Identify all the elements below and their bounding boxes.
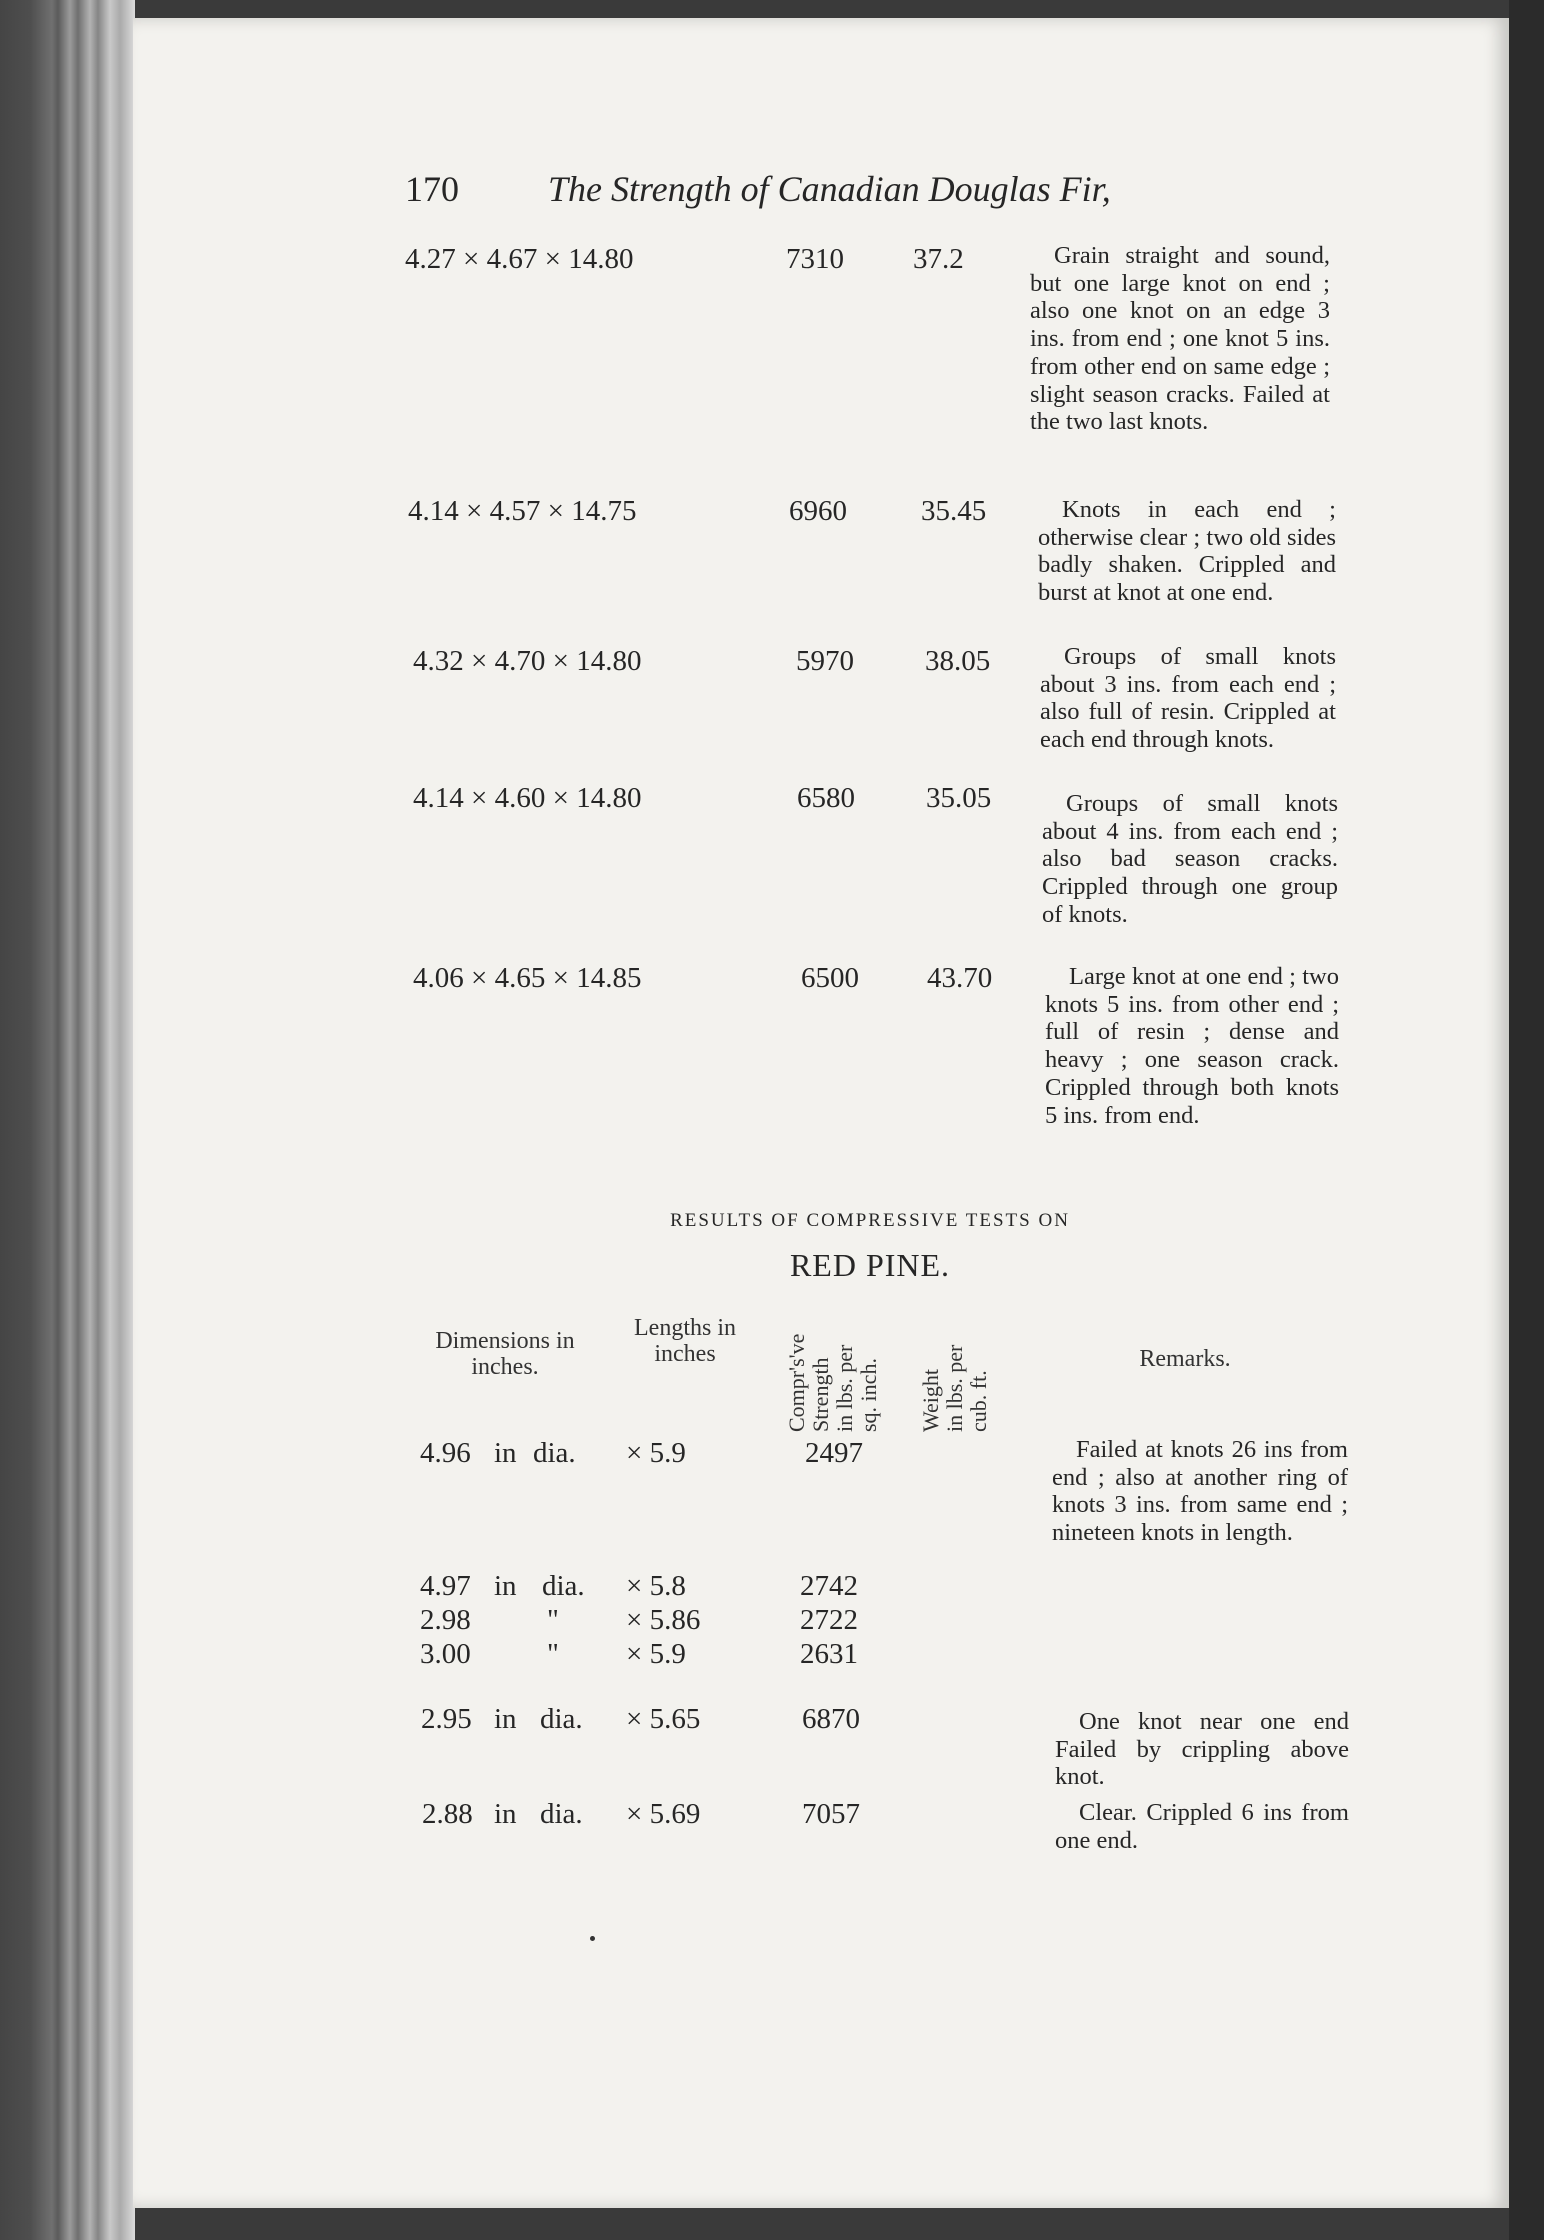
remarks: Clear. Crippled 6 ins from one end.	[1055, 1799, 1349, 1854]
header-line: in lbs. per	[832, 1344, 857, 1432]
unit: in	[494, 1703, 517, 1735]
length: × 5.8	[626, 1570, 686, 1602]
dimensions: 4.32 × 4.70 × 14.80	[413, 645, 642, 677]
ink-speck	[590, 1936, 595, 1941]
shape: dia.	[542, 1570, 585, 1602]
strength: 2497	[805, 1437, 863, 1469]
strength: 2722	[800, 1604, 858, 1636]
remarks: Groups of small knots about 3 ins. from each end ; also full of resin. Crippled at each end through knots.	[1040, 643, 1336, 754]
header-line: Weight	[918, 1369, 943, 1432]
header-line: sq. inch.	[856, 1358, 881, 1432]
weight: 43.70	[927, 962, 993, 994]
strength: 2742	[800, 1570, 858, 1602]
length: × 5.69	[626, 1798, 701, 1830]
strength: 6500	[801, 962, 859, 994]
unit: in	[494, 1437, 517, 1469]
remarks: Failed at knots 26 ins from end ; also at another ring of knots 3 ins. from same end ; nineteen knots in length.	[1052, 1436, 1348, 1547]
length: × 5.86	[626, 1604, 701, 1636]
length: × 5.65	[626, 1703, 701, 1735]
dimensions: 4.14 × 4.57 × 14.75	[408, 495, 637, 527]
column-header-lengths: Lengths in inches	[634, 1315, 736, 1367]
ditto-mark: "	[547, 1638, 559, 1670]
remarks: Large knot at one end ; two knots 5 ins. from other end ; full of resin ; dense and heavy ; one season crack. Crippled through both knots 5 ins. from end.	[1045, 963, 1339, 1129]
weight: 38.05	[925, 645, 991, 677]
diameter: 4.96	[420, 1437, 471, 1469]
dimensions: 4.14 × 4.60 × 14.80	[413, 782, 642, 814]
remarks: One knot near one end Failed by crippling above knot.	[1055, 1708, 1349, 1791]
shape: dia.	[540, 1703, 583, 1735]
header-line: Compr's've	[784, 1333, 809, 1432]
remarks: Grain straight and sound, but one large knot on end ; also one knot on an edge 3 ins. from end ; one knot 5 ins. from other end on same edge ; slight season cracks. Failed at the two last knots.	[1030, 242, 1330, 436]
column-header-dimensions: Dimensions in inches.	[435, 1328, 575, 1380]
table-caption: RESULTS OF COMPRESSIVE TESTS ON	[670, 1210, 1070, 1231]
diameter: 4.97	[420, 1570, 471, 1602]
ditto-mark: "	[547, 1604, 559, 1636]
remarks: Knots in each end ; otherwise clear ; two old sides badly shaken. Crippled and burst at knot at one end.	[1038, 496, 1336, 607]
diameter: 2.98	[420, 1604, 471, 1636]
shape: dia.	[533, 1437, 576, 1469]
shape: dia.	[540, 1798, 583, 1830]
header-line: Strength	[808, 1357, 833, 1432]
table-title: RED PINE.	[789, 1247, 951, 1283]
strength: 6870	[802, 1703, 860, 1735]
weight: 35.45	[921, 495, 987, 527]
unit: in	[494, 1570, 517, 1602]
remarks: Groups of small knots about 4 ins. from each end ; also bad season cracks. Crippled through one group of knots.	[1042, 790, 1338, 928]
strength: 7310	[786, 243, 844, 275]
unit: in	[494, 1798, 517, 1830]
diameter: 2.95	[421, 1703, 472, 1735]
book-page-edges	[0, 0, 135, 2240]
weight: 37.2	[913, 243, 964, 275]
length: × 5.9	[626, 1437, 686, 1469]
diameter: 3.00	[420, 1638, 471, 1670]
running-title: The Strength of Canadian Douglas Fir,	[548, 169, 1111, 209]
header-line: cub. ft.	[966, 1370, 991, 1432]
strength: 6960	[789, 495, 847, 527]
weight: 35.05	[926, 782, 992, 814]
strength: 7057	[802, 1798, 860, 1830]
page-number: 170	[405, 169, 459, 209]
strength: 2631	[800, 1638, 858, 1670]
scan-border	[1509, 0, 1544, 2240]
dimensions: 4.27 × 4.67 × 14.80	[405, 243, 634, 275]
strength: 5970	[796, 645, 854, 677]
column-header-remarks: Remarks.	[1139, 1346, 1231, 1372]
length: × 5.9	[626, 1638, 686, 1670]
strength: 6580	[797, 782, 855, 814]
header-line: in lbs. per	[942, 1344, 967, 1432]
diameter: 2.88	[422, 1798, 473, 1830]
dimensions: 4.06 × 4.65 × 14.85	[413, 962, 642, 994]
